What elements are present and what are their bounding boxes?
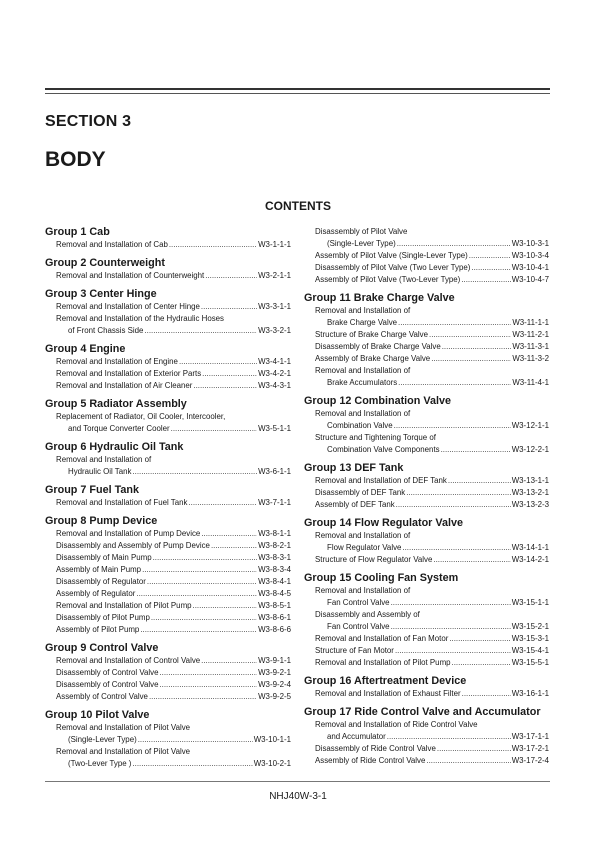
toc-group (45, 343, 291, 392)
toc-group (45, 398, 291, 435)
dot-leader (188, 497, 257, 509)
entry-text: Disassembly of Regulator (56, 577, 146, 586)
toc-entry[interactable] (45, 423, 291, 435)
toc-entry (304, 226, 549, 238)
dot-leader (402, 542, 510, 554)
toc-entry[interactable] (304, 621, 549, 633)
dot-leader (398, 317, 511, 329)
entry-page: W3-8-1-1 (258, 529, 291, 538)
entry-page: W3-8-6-6 (258, 625, 291, 634)
toc-group (304, 395, 549, 456)
dot-leader (202, 368, 257, 380)
toc-entry[interactable] (304, 250, 549, 262)
toc-entry[interactable] (45, 301, 291, 313)
entry-page: W3-7-1-1 (258, 498, 291, 507)
toc-entry[interactable] (45, 679, 291, 691)
entry-page: W3-11-4-1 (512, 378, 549, 387)
entry-page: W3-10-2-1 (253, 759, 291, 768)
toc-entry[interactable] (304, 475, 549, 487)
entry-text: Removal and Installation of Pilot Valve (56, 747, 191, 756)
toc-entry[interactable] (45, 600, 291, 612)
dot-leader (153, 552, 258, 564)
dot-leader (211, 540, 257, 552)
entry-text: Hydraulic Oil Tank (68, 467, 132, 476)
group-title: Group 3 Center Hinge (45, 288, 157, 300)
group-title: Group 1 Cab (45, 226, 110, 238)
entry-text: Brake Accumulators (327, 378, 398, 387)
toc-group (304, 675, 549, 700)
entry-page: W3-11-2-1 (512, 330, 549, 339)
toc-entry[interactable] (45, 655, 291, 667)
dot-leader (159, 679, 257, 691)
dot-leader (431, 353, 511, 365)
toc-entry[interactable] (45, 497, 291, 509)
dot-leader (171, 423, 257, 435)
entry-page: W3-11-3-1 (512, 342, 549, 351)
entry-text: Disassembly of Control Valve (56, 668, 159, 677)
toc-entry (45, 454, 291, 466)
entry-text: Assembly of Pilot Pump (56, 625, 140, 634)
entry-text: Disassembly of Ride Control Valve (315, 744, 436, 753)
dot-leader (395, 645, 511, 657)
toc-group (304, 517, 549, 566)
dot-leader (396, 499, 511, 511)
toc-group (45, 484, 291, 509)
toc-entry[interactable] (304, 743, 549, 755)
entry-text: Removal and Installation of (315, 306, 411, 315)
dot-leader (169, 239, 257, 251)
dot-leader (132, 758, 252, 770)
entry-text: Fan Control Valve (327, 622, 390, 631)
toc-entry[interactable] (304, 731, 549, 743)
toc-entry[interactable] (45, 356, 291, 368)
toc-entry[interactable] (304, 274, 549, 286)
group-title: Group 5 Radiator Assembly (45, 398, 187, 410)
toc-entry (45, 411, 291, 423)
dot-leader (159, 667, 257, 679)
dot-leader (179, 356, 257, 368)
dot-leader (149, 691, 257, 703)
toc-entry[interactable] (304, 353, 549, 365)
entry-text: Disassembly of Pilot Pump (56, 613, 150, 622)
entry-text: Removal and Installation of Engine (56, 357, 178, 366)
toc-entry (304, 408, 549, 420)
toc-entry[interactable] (304, 597, 549, 609)
entry-page: W3-10-4-1 (511, 263, 549, 272)
entry-page: W3-9-2-1 (258, 668, 291, 677)
entry-text: (Single-Lever Type) (68, 735, 137, 744)
group-title: Group 4 Engine (45, 343, 126, 355)
entry-text: Removal and Installation of Counterweight (56, 271, 205, 280)
toc-entry[interactable] (45, 734, 291, 746)
toc-entry[interactable] (304, 755, 549, 767)
entry-page: W3-15-1-1 (511, 598, 549, 607)
entry-page: W3-8-4-1 (258, 577, 291, 586)
entry-page: W3-1-1-1 (258, 240, 291, 249)
entry-page: W3-3-1-1 (258, 302, 291, 311)
toc-entry[interactable] (304, 633, 549, 645)
entry-text: Removal and Installation of Cab (56, 240, 168, 249)
toc-entry[interactable] (304, 499, 549, 511)
toc-entry[interactable] (45, 612, 291, 624)
group-title: Group 13 DEF Tank (304, 462, 404, 474)
group-title: Group 6 Hydraulic Oil Tank (45, 441, 184, 453)
entry-page: W3-2-1-1 (258, 271, 291, 280)
entry-text: Assembly of Regulator (56, 589, 136, 598)
dot-leader (140, 624, 257, 636)
entry-page: W3-9-2-5 (258, 692, 291, 701)
group-title: Group 12 Combination Valve (304, 395, 451, 407)
entry-text: Removal and Installation of Pilot Pump (56, 601, 192, 610)
entry-text: Assembly of Pilot Valve (Two-Lever Type) (315, 275, 461, 284)
entry-text: Removal and Installation of (315, 586, 411, 595)
group-title: Group 9 Control Valve (45, 642, 159, 654)
entry-page: W3-17-2-1 (511, 744, 549, 753)
toc-entry (304, 305, 549, 317)
toc-group (45, 515, 291, 636)
toc-entry (45, 313, 291, 325)
entry-page: W3-15-5-1 (511, 658, 549, 667)
dot-leader (201, 528, 257, 540)
entry-page: W3-15-2-1 (511, 622, 549, 631)
entry-text: Removal and Installation of (56, 455, 152, 464)
dot-leader (452, 657, 511, 669)
toc-entry[interactable] (304, 262, 549, 274)
entry-text: Disassembly of Control Valve (56, 680, 159, 689)
dot-leader (441, 444, 511, 456)
entry-text: Combination Valve (327, 421, 393, 430)
toc-entry[interactable] (45, 576, 291, 588)
toc-entry (304, 585, 549, 597)
dot-leader (429, 329, 511, 341)
toc-entry (304, 365, 549, 377)
section-label: SECTION 3 (45, 113, 132, 130)
dot-leader (437, 743, 511, 755)
toc-entry[interactable] (304, 487, 549, 499)
toc-entry[interactable] (304, 657, 549, 669)
entry-text: Disassembly and Assembly of Pump Device (56, 541, 210, 550)
toc-group (45, 257, 291, 282)
dot-leader (193, 380, 257, 392)
entry-page: W3-4-1-1 (258, 357, 291, 366)
entry-text: and Accumulator (327, 732, 386, 741)
dot-leader (136, 588, 257, 600)
toc-group (45, 441, 291, 478)
entry-text: Assembly of Brake Charge Valve (315, 354, 431, 363)
header-rule-thick (45, 88, 550, 90)
entry-text: Assembly of Ride Control Valve (315, 756, 426, 765)
contents-heading: CONTENTS (265, 199, 331, 213)
entry-text: Removal and Installation of DEF Tank (315, 476, 447, 485)
entry-page: W3-12-2-1 (511, 445, 549, 454)
entry-page: W3-15-3-1 (511, 634, 549, 643)
toc-entry[interactable] (45, 552, 291, 564)
entry-page: W3-10-4-7 (511, 275, 549, 284)
group-title: Group 17 Ride Control Valve and Accumulator (304, 706, 541, 718)
toc-entry (304, 719, 549, 731)
toc-entry[interactable] (45, 540, 291, 552)
entry-text: Assembly of Control Valve (56, 692, 148, 701)
entry-page: W3-13-2-3 (511, 500, 549, 509)
entry-page: W3-8-3-4 (258, 565, 291, 574)
entry-text: and Torque Converter Cooler (68, 424, 170, 433)
group-title: Group 16 Aftertreatment Device (304, 675, 467, 687)
entry-text: Combination Valve Components (327, 445, 440, 454)
toc-left-column (45, 226, 291, 770)
dot-leader (398, 377, 511, 389)
group-title: Group 11 Brake Charge Valve (304, 292, 455, 304)
entry-page: W3-10-3-4 (511, 251, 549, 260)
entry-page: W3-4-2-1 (258, 369, 291, 378)
dot-leader (469, 250, 511, 262)
entry-text: Assembly of DEF Tank (315, 500, 395, 509)
entry-text: Removal and Installation of (315, 531, 411, 540)
entry-text: Assembly of Main Pump (56, 565, 142, 574)
entry-text: Removal and Installation of Exhaust Filter (315, 689, 461, 698)
entry-page: W3-17-1-1 (511, 732, 549, 741)
entry-text: Structure and Tightening Torque of (315, 433, 436, 442)
header-rule-thin (45, 93, 550, 94)
group-title: Group 7 Fuel Tank (45, 484, 139, 496)
toc-group (45, 226, 291, 251)
entry-page: W3-10-3-1 (511, 239, 549, 248)
toc-entry[interactable] (304, 238, 549, 250)
toc-entry[interactable] (45, 528, 291, 540)
toc-entry[interactable] (304, 444, 549, 456)
toc-entry (304, 609, 549, 621)
dot-leader (394, 420, 511, 432)
entry-text: Removal and Installation of Control Valve (56, 656, 201, 665)
group-title: Group 8 Pump Device (45, 515, 158, 527)
dot-leader (147, 576, 257, 588)
dot-leader (426, 755, 510, 767)
entry-text: Removal and Installation of Pilot Valve (56, 723, 191, 732)
toc-group (304, 226, 549, 286)
toc-entry[interactable] (304, 377, 549, 389)
dot-leader (138, 734, 253, 746)
entry-page: W3-4-3-1 (258, 381, 291, 390)
entry-text: Replacement of Radiator, Oil Cooler, Intercooler, (56, 412, 226, 421)
entry-page: W3-14-1-1 (511, 543, 549, 552)
group-title: Group 2 Counterweight (45, 257, 165, 269)
entry-page: W3-8-6-1 (258, 613, 291, 622)
entry-text: Removal and Installation of (315, 409, 411, 418)
footer-page-code: NHJ40W-3-1 (269, 791, 327, 802)
entry-text: Assembly of Pilot Valve (Single-Lever Type) (315, 251, 468, 260)
dot-leader (193, 600, 258, 612)
entry-page: W3-8-3-1 (258, 553, 291, 562)
entry-text: Disassembly of Main Pump (56, 553, 152, 562)
dot-leader (391, 621, 511, 633)
entry-page: W3-8-5-1 (258, 601, 291, 610)
entry-text: Removal and Installation of Pump Device (56, 529, 201, 538)
toc-entry[interactable] (304, 645, 549, 657)
toc-entry[interactable] (45, 325, 291, 337)
dot-leader (449, 633, 510, 645)
entry-page: W3-15-4-1 (511, 646, 549, 655)
dot-leader (132, 466, 257, 478)
toc-entry[interactable] (45, 380, 291, 392)
dot-leader (397, 238, 511, 250)
toc-entry (45, 722, 291, 734)
entry-text: Removal and Installation of Fuel Tank (56, 498, 188, 507)
entry-page: W3-8-2-1 (258, 541, 291, 550)
toc-entry[interactable] (45, 368, 291, 380)
entry-page: W3-11-3-2 (512, 354, 549, 363)
entry-text: Disassembly of DEF Tank (315, 488, 406, 497)
toc-group (45, 709, 291, 770)
toc-group (304, 462, 549, 511)
entry-text: Disassembly of Brake Charge Valve (315, 342, 441, 351)
dot-leader (461, 274, 510, 286)
entry-text: Disassembly and Assembly of (315, 610, 420, 619)
toc-right-column (304, 226, 549, 767)
toc-entry[interactable] (45, 624, 291, 636)
entry-page: W3-8-4-5 (258, 589, 291, 598)
entry-page: W3-11-1-1 (512, 318, 549, 327)
dot-leader (142, 564, 257, 576)
entry-page: W3-16-1-1 (511, 689, 549, 698)
toc-entry (45, 746, 291, 758)
entry-text: Structure of Brake Charge Valve (315, 330, 429, 339)
toc-entry[interactable] (304, 420, 549, 432)
entry-text: Removal and Installation of Exterior Parts (56, 369, 202, 378)
section-title: BODY (45, 148, 106, 171)
dot-leader (205, 270, 257, 282)
toc-group (45, 288, 291, 337)
group-title: Group 15 Cooling Fan System (304, 572, 459, 584)
entry-page: W3-5-1-1 (258, 424, 291, 433)
entry-text: Fan Control Valve (327, 598, 390, 607)
toc-entry[interactable] (304, 554, 549, 566)
entry-page: W3-12-1-1 (511, 421, 549, 430)
entry-text: Removal and Installation of Air Cleaner (56, 381, 193, 390)
toc-entry[interactable] (45, 667, 291, 679)
entry-text: Disassembly of Pilot Valve (315, 227, 408, 236)
entry-text: Removal and Installation of Pilot Pump (315, 658, 451, 667)
toc-entry[interactable] (45, 691, 291, 703)
entry-page: W3-13-1-1 (511, 476, 549, 485)
toc-entry[interactable] (45, 270, 291, 282)
dot-leader (406, 487, 511, 499)
toc-entry[interactable] (304, 341, 549, 353)
toc-entry[interactable] (45, 466, 291, 478)
dot-leader (144, 325, 257, 337)
dot-leader (462, 688, 511, 700)
toc-entry[interactable] (304, 688, 549, 700)
dot-leader (201, 655, 257, 667)
toc-entry[interactable] (45, 588, 291, 600)
entry-page: W3-10-1-1 (253, 735, 291, 744)
toc-group (304, 706, 549, 767)
entry-page: W3-13-2-1 (511, 488, 549, 497)
dot-leader (471, 262, 510, 274)
toc-entry[interactable] (45, 758, 291, 770)
entry-text: Flow Regulator Valve (327, 543, 402, 552)
entry-text: (Single-Lever Type) (327, 239, 396, 248)
entry-page: W3-14-2-1 (511, 555, 549, 564)
entry-text: Structure of Flow Regulator Valve (315, 555, 433, 564)
toc-group (304, 292, 549, 389)
dot-leader (448, 475, 511, 487)
dot-leader (387, 731, 511, 743)
dot-leader (433, 554, 510, 566)
entry-text: (Two-Lever Type ) (68, 759, 132, 768)
footer-rule (45, 781, 550, 782)
entry-text: Removal and Installation of Fan Motor (315, 634, 449, 643)
entry-text: Removal and Installation of Ride Control Valve (315, 720, 478, 729)
entry-page: W3-17-2-4 (511, 756, 549, 765)
entry-page: W3-6-1-1 (258, 467, 291, 476)
entry-text: Removal and Installation of (315, 366, 411, 375)
dot-leader (442, 341, 512, 353)
toc-entry[interactable] (304, 329, 549, 341)
dot-leader (201, 301, 257, 313)
entry-page: W3-9-1-1 (258, 656, 291, 665)
entry-text: Removal and Installation of the Hydraulic Hoses (56, 314, 224, 323)
entry-text: Disassembly of Pilot Valve (Two Lever Type) (315, 263, 471, 272)
dot-leader (391, 597, 511, 609)
entry-text: Brake Charge Valve (327, 318, 398, 327)
toc-entry[interactable] (304, 317, 549, 329)
entry-text: Removal and Installation of Center Hinge (56, 302, 200, 311)
entry-text: Structure of Fan Motor (315, 646, 394, 655)
toc-entry (304, 530, 549, 542)
entry-page: W3-3-2-1 (258, 326, 291, 335)
group-title: Group 14 Flow Regulator Valve (304, 517, 463, 529)
toc-entry[interactable] (304, 542, 549, 554)
entry-page: W3-9-2-4 (258, 680, 291, 689)
toc-group (304, 572, 549, 669)
toc-entry (304, 432, 549, 444)
entry-text: of Front Chassis Side (68, 326, 144, 335)
toc-entry[interactable] (45, 239, 291, 251)
group-title: Group 10 Pilot Valve (45, 709, 150, 721)
dot-leader (151, 612, 257, 624)
toc-group (45, 642, 291, 703)
toc-entry[interactable] (45, 564, 291, 576)
